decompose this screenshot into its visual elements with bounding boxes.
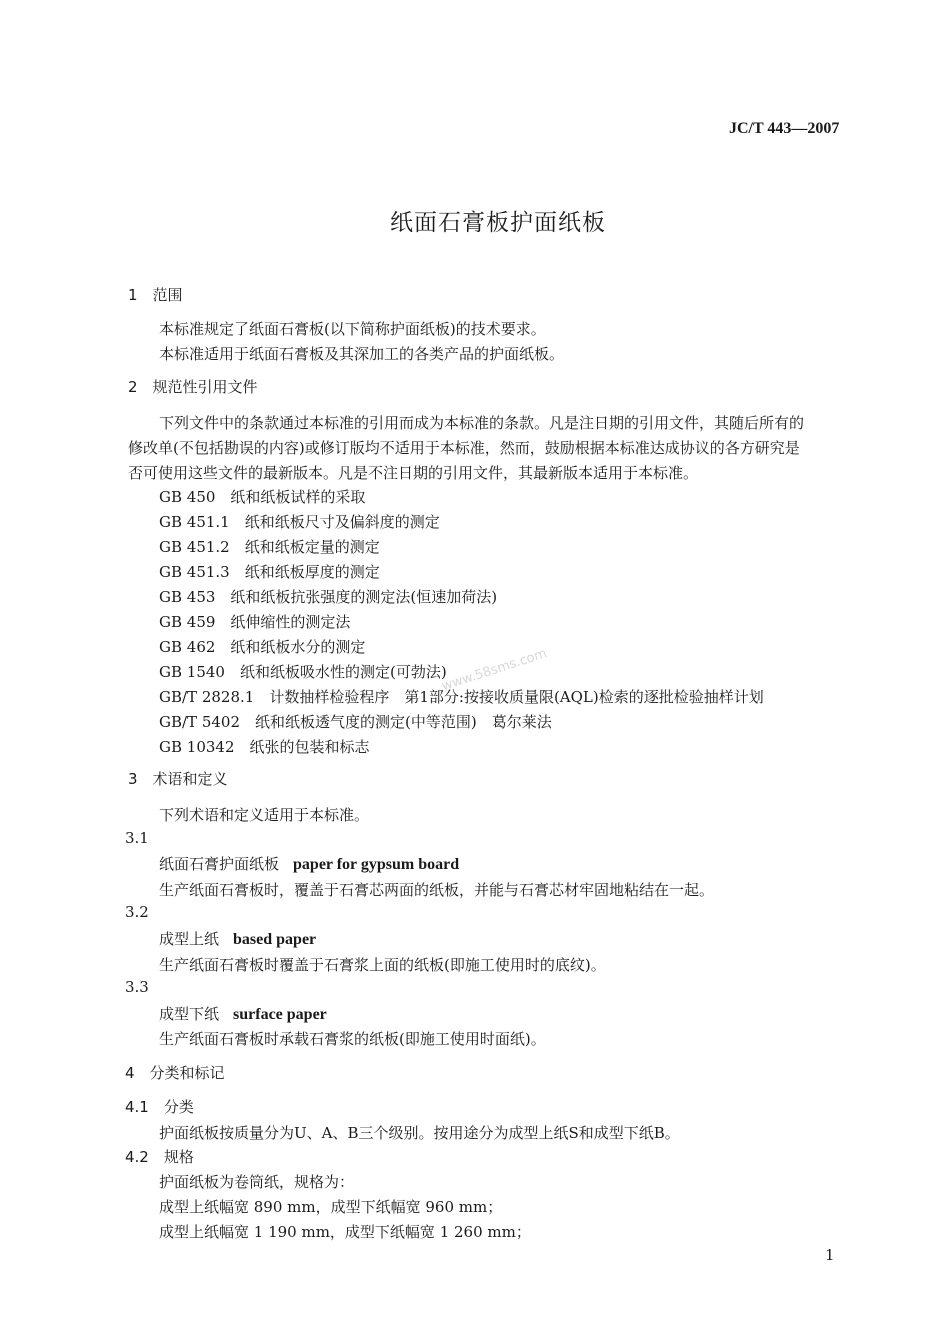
- term-definition: 生产纸面石膏板时覆盖于石膏浆上面的纸板(即施工使用时的底纹)。: [159, 956, 606, 974]
- reference-item: [159, 486, 365, 507]
- watermark: www.58sms.com: [440, 646, 549, 695]
- reference-title: 计数抽样检验程序 第1部分:按接收质量限(AQL)检索的逐批检验抽样计划: [269, 688, 764, 706]
- subsection-4-2-heading: 4.2 规格: [125, 1148, 194, 1166]
- reference-item: [159, 611, 350, 632]
- section-1-heading: 1 范围: [128, 286, 183, 304]
- reference-title: 纸和纸板尺寸及偏斜度的测定: [244, 513, 440, 531]
- reference-code: GB 450: [159, 488, 216, 506]
- subsection-4-2-line-1: 护面纸板为卷筒纸，规格为：: [159, 1173, 355, 1191]
- reference-title: 纸和纸板厚度的测定: [244, 563, 380, 581]
- reference-code: GB 10342: [159, 738, 235, 756]
- term-definition: 生产纸面石膏板时承载石膏浆的纸板(即施工使用时面纸)。: [159, 1030, 546, 1048]
- term-number: 3.3: [125, 978, 149, 996]
- section-2-intro-line-3: 否可使用这些文件的最新版本。凡是不注日期的引用文件，其最新版本适用于本标准。: [128, 464, 699, 482]
- subsection-4-1-heading: 4.1 分类: [125, 1098, 194, 1116]
- document-title: 纸面石膏板护面纸板: [390, 210, 606, 236]
- reference-item: [159, 661, 447, 682]
- section-1-paragraph-1: 本标准规定了纸面石膏板(以下简称护面纸板)的技术要求。: [159, 320, 546, 338]
- term-zh: 成型下纸: [159, 1005, 220, 1023]
- reference-code: GB 451.3: [159, 563, 230, 581]
- term-en: surface paper: [233, 1006, 327, 1023]
- term-heading: [159, 853, 459, 874]
- reference-code: GB 1540: [159, 663, 225, 681]
- term-number: 3.2: [125, 903, 149, 921]
- page-number: 1: [825, 1246, 835, 1264]
- reference-item: [159, 686, 764, 707]
- reference-item: [159, 736, 370, 757]
- reference-title: 纸和纸板定量的测定: [244, 538, 380, 556]
- reference-code: GB 451.2: [159, 538, 230, 556]
- section-2-intro-line-2: 修改单(不包括勘误的内容)或修订版均不适用于本标准，然而，鼓励根据本标准达成协议的各方研究是: [128, 439, 800, 457]
- section-2-intro-line-1: 下列文件中的条款通过本标准的引用而成为本标准的条款。凡是注日期的引用文件，其随后所有的: [159, 414, 805, 432]
- subsection-4-2-line-3: 成型上纸幅宽 1 190 mm，成型下纸幅宽 1 260 mm；: [159, 1223, 531, 1241]
- section-4-heading: 4 分类和标记: [125, 1064, 225, 1082]
- reference-item: [159, 536, 380, 557]
- reference-title: 纸和纸板水分的测定: [230, 638, 366, 656]
- reference-item: [159, 636, 365, 657]
- section-3-intro: 下列术语和定义适用于本标准。: [159, 806, 370, 824]
- reference-item: [159, 511, 440, 532]
- term-heading: [159, 1003, 327, 1024]
- reference-item: [159, 561, 380, 582]
- subsection-4-2-line-2: 成型上纸幅宽 890 mm，成型下纸幅宽 960 mm；: [159, 1198, 503, 1216]
- reference-title: 纸和纸板试样的采取: [230, 488, 366, 506]
- reference-code: GB 459: [159, 613, 216, 631]
- reference-code: GB/T 5402: [159, 713, 241, 731]
- subsection-4-1-text: 护面纸板按质量分为U、A、B三个级别。按用途分为成型上纸S和成型下纸B。: [159, 1124, 680, 1142]
- term-heading: [159, 928, 316, 949]
- term-number: 3.1: [125, 829, 149, 847]
- reference-code: GB/T 2828.1: [159, 688, 255, 706]
- term-definition: 生产纸面石膏板时，覆盖于石膏芯两面的纸板，并能与石膏芯材牢固地粘结在一起。: [159, 881, 715, 899]
- section-3-heading: 3 术语和定义: [128, 770, 228, 788]
- term-en: paper for gypsum board: [293, 856, 460, 873]
- reference-title: 纸和纸板抗张强度的测定法(恒速加荷法): [230, 588, 498, 606]
- reference-item: [159, 586, 497, 607]
- term-zh: 纸面石膏护面纸板: [159, 855, 280, 873]
- reference-title: 纸张的包装和标志: [249, 738, 370, 756]
- reference-title: 纸和纸板透气度的测定(中等范围) 葛尔莱法: [255, 713, 552, 731]
- reference-code: GB 462: [159, 638, 216, 656]
- reference-item: [159, 711, 552, 732]
- section-1-paragraph-2: 本标准适用于纸面石膏板及其深加工的各类产品的护面纸板。: [159, 345, 565, 363]
- reference-title: 纸和纸板吸水性的测定(可勃法): [239, 663, 447, 681]
- term-en: based paper: [233, 931, 317, 948]
- reference-title: 纸伸缩性的测定法: [230, 613, 351, 631]
- section-2-heading: 2 规范性引用文件: [128, 378, 258, 396]
- standard-code: JC/T 443—2007: [729, 120, 840, 137]
- term-zh: 成型上纸: [159, 930, 220, 948]
- reference-code: GB 453: [159, 588, 216, 606]
- reference-code: GB 451.1: [159, 513, 230, 531]
